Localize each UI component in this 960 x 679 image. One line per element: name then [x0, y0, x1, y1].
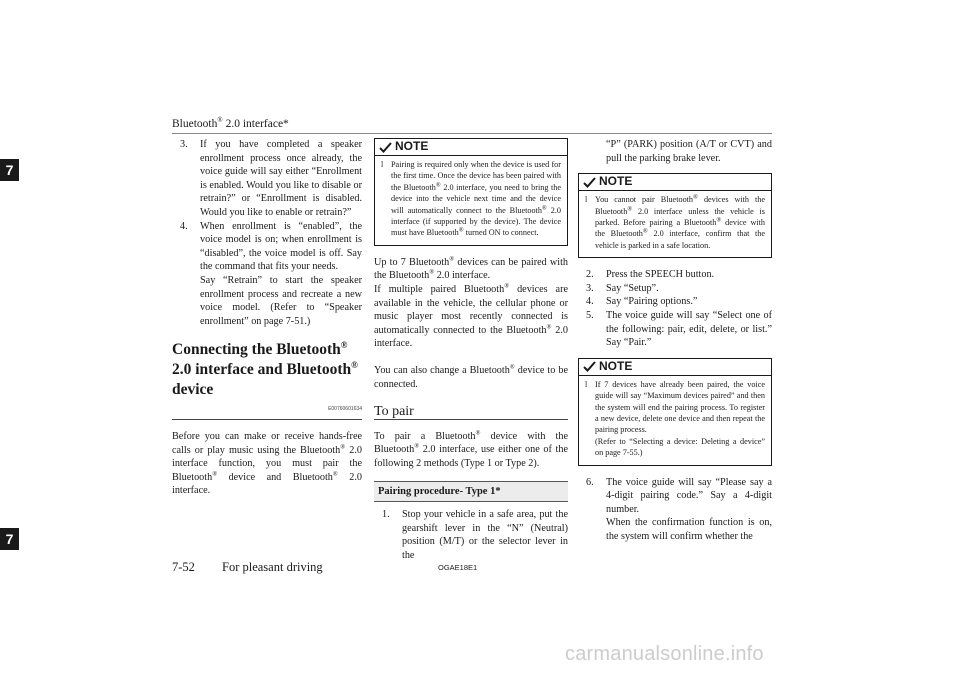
note-text: If 7 devices have already been paired, the voice guide will say “Maximum devices paired” and then the system will end the pairing process. To register a new device, delete one device and then repeat the pairing process. (Refer to “Selecting a device: Deleting a device” on page 7-55.) — [595, 379, 765, 458]
note-box-parked — [578, 173, 772, 258]
step-5: 5. The voice guide will say “Select one of the following: pair, edit, delete, or list.” Say “Pair.” — [586, 310, 772, 349]
subheading-to-pair: To pair — [374, 404, 414, 420]
note-text: You cannot pair Bluetooth® devices with the Bluetooth® 2.0 interface unless the vehicle is parked. Before pairing a Bluetooth® device with the Bluetooth® 2.0 interface, confirm that the vehicle is parked in a safe location. — [595, 193, 766, 250]
step-4: 4. Say “Pairing options.” — [586, 296, 698, 308]
footer-title: For pleasant driving — [222, 560, 323, 574]
procedure-heading: Pairing procedure- Type 1* — [374, 481, 568, 503]
step-2: 2. Press the SPEECH button. — [586, 269, 715, 281]
page-header: Bluetooth® 2.0 interface* — [172, 116, 289, 130]
section-rule — [172, 419, 362, 420]
note-text: Pairing is required only when the device is used for the first time. Once the device has been paired with the Bluetooth® 2.0 interface, you need to bring the device into the vehicle next time and the device will automatically connect to the Bluetooth® 2.0 interface (if supported by the device). The device must have Bluetooth® turned ON to connect. — [391, 160, 562, 238]
list-item-3: 3. If you have completed a speaker enrollment process once already, the voice guide will say either “Enrollment is enabled. Would you like to disable or retrain?” or “Enrollment is disabled. Would you like to enable or retrain?” — [180, 139, 362, 218]
bullet-icon: l — [585, 195, 588, 205]
column-middle — [374, 138, 568, 563]
note-box-pairing — [374, 138, 568, 246]
watermark: carmanualsonline.info — [565, 643, 764, 665]
step-1: 1. Stop your vehicle in a safe area, put the gearshift lever in the “N” (Neutral) position (M/T) or the selector lever in the — [382, 509, 568, 561]
note-label: NOTE — [395, 139, 429, 154]
paragraph-max-devices: Up to 7 Bluetooth® devices can be paired with the Bluetooth® 2.0 interface. — [374, 255, 569, 282]
check-note-icon — [583, 176, 596, 189]
chapter-tab-bottom: 7 — [0, 528, 19, 550]
footer-code: OGAE18E1 — [438, 563, 478, 572]
step-6-sub: When the confirmation function is on, the system will confirm whether the — [606, 517, 772, 542]
chapter-tab-top: 7 — [0, 159, 19, 181]
paragraph-change-device: You can also change a Bluetooth® device to be connected. — [374, 363, 568, 390]
note-box-max-devices — [578, 358, 772, 466]
paragraph-pair-methods: To pair a Bluetooth® device with the Bluetooth® 2.0 interface, use either one of the following 2 methods (Type 1 or Type 2). — [374, 429, 568, 469]
step-3: 3. Say “Setup”. — [586, 282, 659, 294]
bullet-icon: l — [585, 379, 588, 389]
check-note-icon — [583, 360, 596, 373]
list-item-4: 4. When enrollment is “enabled”, the voice model is on; when enrollment is “disabled”, the voice model is off. Say the command that fits your needs. — [180, 220, 362, 273]
step-1-continued: “P” (PARK) position (A/T or CVT) and pull the parking brake lever. — [606, 139, 772, 164]
note-label: NOTE — [599, 358, 633, 373]
section-code: E00760601634 — [328, 406, 362, 413]
section-title: Connecting the Bluetooth® 2.0 interface and Bluetooth® device — [172, 340, 358, 399]
column-right — [578, 138, 772, 544]
header-rule — [172, 133, 772, 134]
note-label: NOTE — [599, 174, 633, 189]
bullet-icon: l — [381, 160, 384, 169]
paragraph-multiple-devices: If multiple paired Bluetooth® devices are available in the vehicle, the cellular phone or music player most recently connected is automatically connected to the Bluetooth® 2.0 interface. — [374, 282, 569, 350]
intro-paragraph: Before you can make or receive hands-free calls or play music using the Bluetooth® 2.0 interface function, you must pair the Bluetooth® device and Bluetooth® 2.0 interface. — [172, 430, 363, 497]
page-number: 7-52 — [172, 560, 195, 574]
check-note-icon — [379, 141, 392, 154]
list-item-4-sub: Say “Retrain” to start the speaker enrollment process and recreate a new voice model. (Refer to “Speaker enrollment” on page 7-51.) — [200, 274, 362, 327]
column-left — [172, 138, 362, 498]
step-6: 6. The voice guide will say “Please say a 4-digit pairing code.” Say a 4-digit number. — [586, 476, 772, 515]
